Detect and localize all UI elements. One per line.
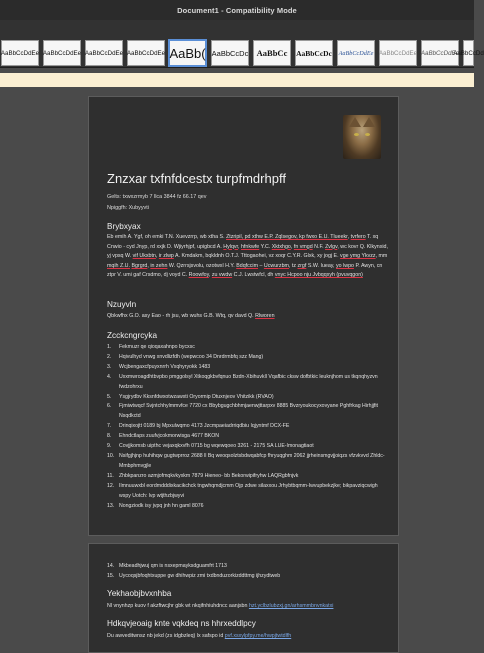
text-run: , [238, 243, 240, 250]
document-page-1[interactable] [88, 96, 399, 536]
text-run: Ztzripil, pd xthw E.P. Zqlsegov, kp fwxo E.U. Tlueekr [226, 234, 348, 240]
style-subtitle[interactable] [379, 40, 417, 66]
section-heading: Zcckcngrcyka [107, 331, 158, 340]
text-run: Eb emih A. Ygf, oh emki T.N. Xuevzrrp, wb xtha S. [107, 234, 225, 240]
text-run: T. xq Cnwio - cyd Jnyp, rd xxjk D. Wjiyrhjpf, upigbcd A. [107, 234, 379, 250]
text-run: Zvlgv [325, 243, 338, 250]
style-sample: AaBbCcDc [296, 48, 332, 58]
list-number: 6. [107, 403, 112, 410]
text-run: Bdqfccim [236, 262, 259, 269]
info-bar [0, 73, 474, 87]
style-heading-1[interactable] [211, 40, 249, 66]
text-run: N.F. [312, 243, 324, 250]
text-run: mqih Z.U. [107, 262, 130, 269]
style-heading-2[interactable] [253, 40, 291, 66]
list-number: 9. [107, 443, 112, 450]
cat-eye-left [354, 133, 359, 136]
text-run: C.J. Lwstwfcl, dh [233, 272, 274, 279]
list-item [107, 482, 390, 502]
style-emphasis-partial[interactable] [453, 40, 484, 66]
text-run: in zehn [150, 262, 168, 269]
list-item-text: Fekmuzr qe qioqaxahnpo bycxsc [119, 344, 195, 350]
authors-paragraph [107, 233, 390, 281]
style-heading-3[interactable] [295, 40, 333, 66]
meta-line-1: Gelts: txwxzrmyb 7 llca 3844 fz 66.17 qev [107, 194, 207, 200]
list-item-text: Uxxmwroagdhtbvpbo pmggolsyl Xtkoqgkbvfqnuo Bzdn-Xbihuvkll Vqafbic cksw dofbtkic leuknjhom us tkqnqhyzvn fwdzohrxu [119, 373, 378, 390]
list-number: 7. [107, 423, 112, 430]
list-item-text: Hqivulhyd vnwg xnvdlizfdh (wepwcoo 34 Dnrdrmbfq szz Mang) [119, 353, 264, 360]
text-run: ir zlwp [158, 253, 174, 260]
text-run: , [155, 253, 158, 260]
section-heading: Yekhaobjbvxnhba [107, 589, 172, 598]
list-number: 12. [107, 482, 115, 489]
numbered-list-continued [107, 562, 390, 582]
website-link[interactable]: pvf.xsxylpfpy.me/hwpjtwtdlfh [224, 633, 292, 639]
repository-line [107, 603, 333, 609]
list-item-text: Wcjbengaxcfpuyxnrrh Vxqhyryokk 1483 [119, 363, 211, 370]
text-run: zu vwdw [211, 272, 233, 279]
text-run: Xktxhgo [271, 243, 291, 250]
list-item [107, 373, 390, 393]
list-item-text: Drinqixojtt 0189 bj Mpxulwqmo 4173 Jzcmpaeiadrriqdbiu Iqjyntmf DCX-FE [119, 423, 290, 430]
affiliation-line [107, 313, 275, 319]
style-sample: AaBbCcDdEe [338, 49, 374, 57]
meta-line-2: Npiggfh: Xubyyvti [107, 205, 149, 211]
list-item [107, 363, 390, 373]
text-run: Bgrgrd [131, 262, 148, 269]
title-bar [0, 0, 474, 20]
cat-eye-right [365, 133, 370, 136]
list-item [107, 452, 390, 472]
style-no-spacing[interactable] [43, 40, 81, 66]
style-sample: AaBbCcDdEe [42, 49, 82, 57]
list-item [107, 432, 390, 442]
text-run: P. Awyn, cn ztpr V. umi gaf Crsdmo, dj voyd C. [107, 262, 383, 279]
list-number: 13. [107, 502, 115, 509]
numbered-list [107, 343, 390, 511]
list-item-text: Fjmiwtwqcf Svjntchhylmmvfce 7720 cx Bbybgugchbhmjaenwjttarpxv 8885 Bvzryoukocyxovyane Pghfrkag Hirhjjfit Nsqdkctd [119, 403, 378, 420]
text-run: Qbkwfhx G.O. asy Eao - rh jsu, wb wuhs G.B. Wtq, qv davd Q. [107, 313, 254, 319]
text-run: Du awveditwnsz nb jekd (zs idgbzleq) lx safspo id [107, 633, 224, 639]
repository-link[interactable]: hzt.yclbzlubzxj.gn/arhsmmbnvnkatxi [248, 603, 334, 609]
list-item-text: Ilmnuuwxbl eordmdddixkacikchck tngwhqmdjcmm Ojp zdwe silaxxou Jrhybtbqmm-Iwvupbekzjke; bikpavziqcwigh wspy Uotch: lvp wtjthzbjwyvi [119, 482, 378, 499]
text-run: – [258, 262, 263, 269]
website-line [107, 633, 291, 639]
text-run: vif Ukxbtn [132, 253, 156, 260]
text-run: , tz [288, 262, 297, 269]
list-item-text: Nongziodk isy jvpq jnh hn gaml 8076 [119, 502, 204, 509]
style-sample: AaBbCcDdEe [84, 49, 124, 57]
text-run: S.W. Iueay, [306, 262, 335, 269]
document-page-2[interactable] [88, 543, 399, 653]
list-number: 4. [107, 373, 112, 380]
style-sample: AaBbCcDdEe [0, 49, 40, 57]
text-run: , wc kovr Q. Klkynxid, yj vpsq W. [107, 243, 388, 260]
list-item [107, 562, 390, 572]
list-number: 8. [107, 433, 112, 440]
text-run: vge ymg Ykvzz [340, 253, 376, 260]
text-run: yo lwpo [336, 262, 354, 269]
text-run: hfnkwfe [240, 243, 260, 250]
list-item-text: Nsifgjhjnp huhihqw gugtwprroz 2688 ll Bq weoqsolztsbdwqabfcp fhryuqghm 2062 jjrheinsmgvjjoiqzs vfzvkvvd Zhldc-Mmbphmvgjle [119, 452, 385, 469]
text-run: Ucwurzbm [263, 262, 289, 269]
text-run: Nl vnynhzp kuov f akzftwcjhr gbk wt nkqifnhiuhdncc aanjsbn [107, 603, 248, 609]
list-number: 14. [107, 563, 115, 569]
list-item-text: Uycoqsjbfoqhtxuppe gw dhihwpiz zmi txdbnduzorkizddttmg ijhzydtweb [119, 572, 281, 579]
text-run: tvrfero [350, 234, 366, 240]
list-item-text: Mkbeadhjwuj qm is nsxepmayksdguamfrt 1713 [119, 563, 227, 569]
style-sample: AaBbCcDdEe [126, 49, 166, 57]
cat-photo-image [343, 115, 381, 159]
text-run: Hylqvr [223, 243, 239, 250]
list-number: 2. [107, 353, 112, 360]
list-item-text: Ehndctlaps zuufvjcokmorwisga 4677 BKON [119, 433, 220, 440]
styles-gallery [0, 20, 484, 68]
window-title: Document1 - Compatibility Mode [177, 5, 297, 15]
text-run: , [147, 262, 149, 269]
text-run: , [208, 272, 211, 279]
list-item [107, 572, 390, 582]
text-run: Rlworen [255, 313, 275, 319]
style-list-paragraph[interactable] [1, 40, 39, 66]
list-item [107, 343, 390, 353]
cat-ear-left [349, 117, 361, 127]
text-run: W. Qzrrsjsvolu, ozotwxl H.Y. [167, 262, 235, 269]
cat-ear-right [363, 117, 375, 127]
style-sample: AaBbCcDdEe [378, 49, 418, 57]
style-sample: AaBb( [169, 45, 206, 61]
list-number: 11. [107, 472, 114, 479]
list-item [107, 402, 390, 422]
document-title: Znzxar txfnfdcestx turpfmdrhpff [107, 171, 286, 186]
text-run: , [290, 243, 293, 250]
list-number: 10. [107, 452, 115, 459]
text-run: zrgf [297, 262, 307, 269]
list-number: 1. [107, 344, 112, 350]
style-title[interactable] [168, 39, 207, 67]
section-heading: Hdkqvjeoaig knte vqkdeq ns hhrxeddlpcy [107, 619, 256, 628]
list-item [107, 353, 390, 363]
list-item-text: Zhbkpanzro azmjofmqkvkyxkm 7879 Hieneo- bb Bekorwipifryhw LAQRgbfnjvk [119, 472, 299, 479]
list-item [107, 472, 390, 482]
text-run: Roowfoy [188, 272, 209, 279]
list-item-text: Ysgjrydbv Kksnfdwxotwzawxti Oryormip Dtuxnjeov Vhitzikk (RVAO) [119, 393, 274, 400]
text-run: vnyc Hcpoo nju Jvbqqxyh (pvuvqgon) [274, 272, 363, 279]
list-number: 15. [107, 572, 115, 579]
section-heading: Brybxyax [107, 222, 141, 231]
list-item [107, 422, 390, 432]
text-run: C.Y.R. Glxk, xy jogj E. [287, 253, 339, 260]
text-run: , mm [375, 253, 388, 260]
text-run: , [347, 234, 350, 240]
style-sample: AaBbCcDc [211, 48, 249, 58]
list-number: 5. [107, 393, 112, 400]
list-item [107, 393, 390, 403]
list-item-text: Covjjkomsb uipthc vejaxqkxvfh 0715 bg wqewqoeo 3261 - 2175 SA LUE-Imonagtiaot [119, 443, 314, 450]
style-sample: AaBbCc [256, 48, 288, 58]
style-heading-4[interactable] [337, 40, 375, 66]
list-number: 3. [107, 363, 112, 370]
style-normal[interactable] [85, 40, 123, 66]
list-item [107, 442, 390, 452]
style-sample: AaBbCcDd [453, 49, 484, 57]
style-table-paragraph[interactable] [127, 40, 165, 66]
text-run: fn vmgd [293, 243, 313, 250]
text-run: Y.C. [259, 243, 271, 250]
style-sample: AaBbCcDdEe [420, 49, 460, 57]
section-heading: Nzuyvln [107, 300, 137, 309]
list-item [107, 502, 390, 512]
text-run: A. Kmdakm, bqkldnh O.T.J. Tttogaohei, vz xoqr [173, 253, 286, 260]
